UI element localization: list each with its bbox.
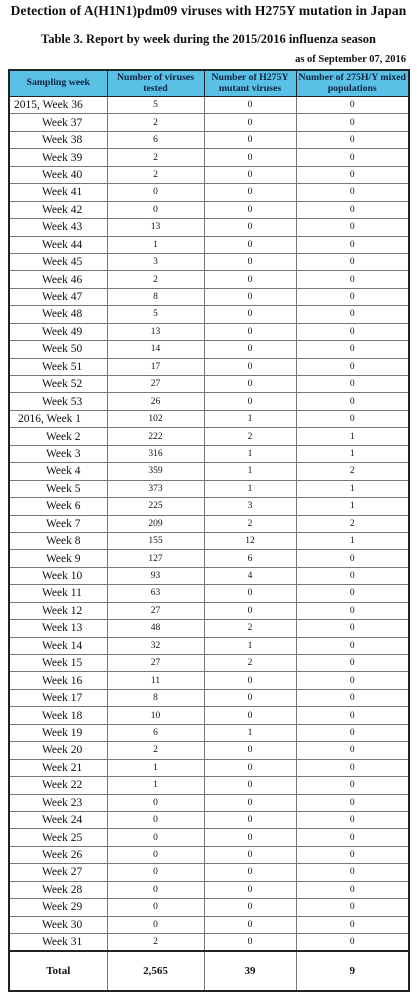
mixed-cell: 0: [296, 358, 409, 375]
mixed-cell: 0: [296, 899, 409, 916]
weekly-report-table: [8, 69, 410, 992]
total-tested: 2,565: [107, 951, 204, 991]
tested-cell: 17: [107, 358, 204, 375]
tested-cell: 209: [107, 515, 204, 532]
table-row: [9, 480, 409, 497]
tested-cell: 2: [107, 149, 204, 166]
mutant-cell: 0: [204, 149, 296, 166]
mixed-cell: 0: [296, 149, 409, 166]
table-row: [9, 271, 409, 288]
mutant-cell: 0: [204, 689, 296, 706]
mutant-cell: 0: [204, 97, 296, 114]
mixed-cell: 0: [296, 724, 409, 741]
table-row: [9, 550, 409, 567]
week-cell: Week 4: [9, 463, 107, 480]
mutant-cell: 0: [204, 341, 296, 358]
mutant-cell: 0: [204, 934, 296, 952]
mixed-cell: 0: [296, 916, 409, 933]
table-row: [9, 881, 409, 898]
table-caption: Table 3. Report by week during the 2015/2016 influenza season: [41, 32, 376, 46]
mixed-cell: 1: [296, 532, 409, 549]
mutant-cell: 3: [204, 498, 296, 515]
mixed-cell: 0: [296, 114, 409, 131]
tested-cell: 1: [107, 236, 204, 253]
mutant-cell: 0: [204, 846, 296, 863]
mixed-cell: 0: [296, 166, 409, 183]
mixed-cell: 0: [296, 794, 409, 811]
tested-cell: 1: [107, 777, 204, 794]
mutant-cell: 1: [204, 445, 296, 462]
mutant-cell: 0: [204, 201, 296, 218]
week-cell: Week 44: [9, 236, 107, 253]
mixed-cell: 0: [296, 655, 409, 672]
mutant-cell: 0: [204, 759, 296, 776]
mutant-cell: 0: [204, 376, 296, 393]
table-row: [9, 916, 409, 933]
table-row: [9, 114, 409, 131]
table-row: [9, 236, 409, 253]
table-row: [9, 201, 409, 218]
tested-cell: 127: [107, 550, 204, 567]
week-cell: Week 13: [9, 620, 107, 637]
tested-cell: 8: [107, 288, 204, 305]
tested-cell: 63: [107, 585, 204, 602]
table-row: [9, 288, 409, 305]
mixed-cell: 2: [296, 515, 409, 532]
mixed-cell: 2: [296, 463, 409, 480]
mixed-cell: 0: [296, 567, 409, 584]
week-cell: Week 18: [9, 707, 107, 724]
mixed-cell: 0: [296, 934, 409, 952]
tested-cell: 3: [107, 253, 204, 270]
week-cell: Week 25: [9, 829, 107, 846]
week-cell: Week 7: [9, 515, 107, 532]
tested-cell: 102: [107, 410, 204, 427]
mixed-cell: 1: [296, 445, 409, 462]
tested-cell: 27: [107, 376, 204, 393]
mutant-cell: 0: [204, 707, 296, 724]
mixed-cell: 0: [296, 742, 409, 759]
mutant-cell: 0: [204, 794, 296, 811]
week-cell: Week 2: [9, 428, 107, 445]
table-row: [9, 341, 409, 358]
mutant-cell: 1: [204, 410, 296, 427]
table-header-row: [9, 70, 409, 97]
mutant-cell: 0: [204, 777, 296, 794]
mutant-cell: 0: [204, 811, 296, 828]
mutant-cell: 0: [204, 393, 296, 410]
tested-cell: 0: [107, 864, 204, 881]
week-cell: Week 19: [9, 724, 107, 741]
mixed-cell: 0: [296, 777, 409, 794]
tested-cell: 0: [107, 899, 204, 916]
as-of-date: as of September 07, 2016: [295, 54, 406, 65]
table-row: [9, 672, 409, 689]
col-header-sampling-week: Sampling week: [9, 70, 107, 97]
mutant-cell: 0: [204, 585, 296, 602]
week-cell: Week 11: [9, 585, 107, 602]
table-row: [9, 620, 409, 637]
tested-cell: 11: [107, 672, 204, 689]
week-cell: Week 21: [9, 759, 107, 776]
table-row: [9, 498, 409, 515]
table-row: [9, 794, 409, 811]
week-cell: Week 47: [9, 288, 107, 305]
col-header-viruses-tested: Number of viruses tested: [107, 70, 204, 97]
tested-cell: 316: [107, 445, 204, 462]
mutant-cell: 4: [204, 567, 296, 584]
table-row: [9, 410, 409, 427]
tested-cell: 0: [107, 916, 204, 933]
tested-cell: 225: [107, 498, 204, 515]
mutant-cell: 0: [204, 323, 296, 340]
col-header-h275y-mutant: Number of H275Y mutant viruses: [204, 70, 296, 97]
mutant-cell: 0: [204, 899, 296, 916]
mutant-cell: 1: [204, 463, 296, 480]
week-cell: Week 42: [9, 201, 107, 218]
mutant-cell: 0: [204, 881, 296, 898]
week-cell: 2015, Week 36: [9, 97, 107, 114]
week-cell: Week 20: [9, 742, 107, 759]
table-row: [9, 567, 409, 584]
mutant-cell: 0: [204, 271, 296, 288]
mixed-cell: 0: [296, 376, 409, 393]
mutant-cell: 0: [204, 236, 296, 253]
table-row: [9, 689, 409, 706]
tested-cell: 155: [107, 532, 204, 549]
col-header-mixed-populations: Number of 275H/Y mixed populations: [296, 70, 409, 97]
tested-cell: 48: [107, 620, 204, 637]
mixed-cell: 1: [296, 480, 409, 497]
table-row: [9, 445, 409, 462]
tested-cell: 27: [107, 655, 204, 672]
total-mutant: 39: [204, 951, 296, 991]
mutant-cell: 1: [204, 480, 296, 497]
mixed-cell: 0: [296, 881, 409, 898]
week-cell: Week 46: [9, 271, 107, 288]
mutant-cell: 12: [204, 532, 296, 549]
mutant-cell: 0: [204, 184, 296, 201]
mutant-cell: 0: [204, 253, 296, 270]
week-cell: Week 23: [9, 794, 107, 811]
tested-cell: 13: [107, 323, 204, 340]
week-cell: Week 16: [9, 672, 107, 689]
week-cell: Week 15: [9, 655, 107, 672]
table-row: [9, 829, 409, 846]
mutant-cell: 0: [204, 742, 296, 759]
table-row: [9, 655, 409, 672]
week-cell: Week 22: [9, 777, 107, 794]
mutant-cell: 6: [204, 550, 296, 567]
week-cell: Week 45: [9, 253, 107, 270]
week-cell: Week 8: [9, 532, 107, 549]
table-row: [9, 219, 409, 236]
tested-cell: 0: [107, 829, 204, 846]
mixed-cell: 0: [296, 184, 409, 201]
mixed-cell: 0: [296, 759, 409, 776]
week-cell: Week 12: [9, 602, 107, 619]
mixed-cell: 0: [296, 550, 409, 567]
mixed-cell: 0: [296, 393, 409, 410]
mutant-cell: 1: [204, 637, 296, 654]
table-row: [9, 515, 409, 532]
tested-cell: 373: [107, 480, 204, 497]
mixed-cell: 0: [296, 864, 409, 881]
mixed-cell: 0: [296, 620, 409, 637]
table-row: [9, 742, 409, 759]
mixed-cell: 0: [296, 271, 409, 288]
table-row: [9, 393, 409, 410]
mixed-cell: 0: [296, 707, 409, 724]
mixed-cell: 0: [296, 829, 409, 846]
week-cell: Week 48: [9, 306, 107, 323]
tested-cell: 2: [107, 271, 204, 288]
tested-cell: 5: [107, 306, 204, 323]
mixed-cell: 0: [296, 689, 409, 706]
week-cell: Week 9: [9, 550, 107, 567]
total-row: [9, 951, 409, 991]
week-cell: Week 10: [9, 567, 107, 584]
week-cell: Week 26: [9, 846, 107, 863]
mixed-cell: 0: [296, 288, 409, 305]
table-row: [9, 97, 409, 114]
table-row: [9, 811, 409, 828]
table-row: [9, 253, 409, 270]
tested-cell: 2: [107, 934, 204, 952]
tested-cell: 2: [107, 742, 204, 759]
mixed-cell: 0: [296, 341, 409, 358]
tested-cell: 32: [107, 637, 204, 654]
mutant-cell: 0: [204, 219, 296, 236]
tested-cell: 0: [107, 846, 204, 863]
tested-cell: 0: [107, 794, 204, 811]
total-mixed: 9: [296, 951, 409, 991]
mixed-cell: 0: [296, 637, 409, 654]
mixed-cell: 0: [296, 306, 409, 323]
page-title: Detection of A(H1N1)pdm09 viruses with H275Y mutation in Japan: [10, 3, 407, 18]
table-row: [9, 864, 409, 881]
mixed-cell: 1: [296, 428, 409, 445]
week-cell: Week 50: [9, 341, 107, 358]
table-row: [9, 428, 409, 445]
table-row: [9, 532, 409, 549]
mutant-cell: 0: [204, 864, 296, 881]
tested-cell: 359: [107, 463, 204, 480]
table-row: [9, 759, 409, 776]
week-cell: Week 37: [9, 114, 107, 131]
mutant-cell: 0: [204, 358, 296, 375]
tested-cell: 6: [107, 131, 204, 148]
mixed-cell: 0: [296, 585, 409, 602]
tested-cell: 5: [107, 97, 204, 114]
week-cell: Week 14: [9, 637, 107, 654]
week-cell: Week 5: [9, 480, 107, 497]
table-body: [9, 97, 409, 952]
table-row: [9, 934, 409, 952]
mutant-cell: 0: [204, 306, 296, 323]
week-cell: Week 29: [9, 899, 107, 916]
table-row: [9, 777, 409, 794]
week-cell: Week 28: [9, 881, 107, 898]
week-cell: Week 27: [9, 864, 107, 881]
table-row: [9, 899, 409, 916]
mutant-cell: 1: [204, 724, 296, 741]
table-row: [9, 306, 409, 323]
table-row: [9, 184, 409, 201]
table-row: [9, 585, 409, 602]
table-row: [9, 358, 409, 375]
table-row: [9, 376, 409, 393]
mutant-cell: 2: [204, 620, 296, 637]
week-cell: 2016, Week 1: [9, 410, 107, 427]
mixed-cell: 1: [296, 498, 409, 515]
week-cell: Week 41: [9, 184, 107, 201]
week-cell: Week 38: [9, 131, 107, 148]
mutant-cell: 0: [204, 829, 296, 846]
tested-cell: 8: [107, 689, 204, 706]
tested-cell: 10: [107, 707, 204, 724]
week-cell: Week 51: [9, 358, 107, 375]
tested-cell: 0: [107, 184, 204, 201]
mutant-cell: 0: [204, 288, 296, 305]
mixed-cell: 0: [296, 410, 409, 427]
table-row: [9, 463, 409, 480]
mutant-cell: 0: [204, 131, 296, 148]
mixed-cell: 0: [296, 846, 409, 863]
mixed-cell: 0: [296, 201, 409, 218]
mutant-cell: 0: [204, 916, 296, 933]
mutant-cell: 2: [204, 515, 296, 532]
week-cell: Week 24: [9, 811, 107, 828]
week-cell: Week 39: [9, 149, 107, 166]
mixed-cell: 0: [296, 253, 409, 270]
tested-cell: 26: [107, 393, 204, 410]
week-cell: Week 49: [9, 323, 107, 340]
mutant-cell: 0: [204, 166, 296, 183]
week-cell: Week 30: [9, 916, 107, 933]
week-cell: Week 40: [9, 166, 107, 183]
table-row: [9, 846, 409, 863]
mixed-cell: 0: [296, 219, 409, 236]
table-row: [9, 602, 409, 619]
mutant-cell: 0: [204, 602, 296, 619]
table-row: [9, 707, 409, 724]
table-row: [9, 149, 409, 166]
mutant-cell: 2: [204, 428, 296, 445]
tested-cell: 13: [107, 219, 204, 236]
week-cell: Week 31: [9, 934, 107, 952]
tested-cell: 222: [107, 428, 204, 445]
mixed-cell: 0: [296, 236, 409, 253]
mixed-cell: 0: [296, 131, 409, 148]
mixed-cell: 0: [296, 811, 409, 828]
total-label: Total: [9, 951, 107, 991]
tested-cell: 14: [107, 341, 204, 358]
tested-cell: 6: [107, 724, 204, 741]
mutant-cell: 0: [204, 672, 296, 689]
tested-cell: 2: [107, 166, 204, 183]
table-row: [9, 323, 409, 340]
tested-cell: 0: [107, 811, 204, 828]
week-cell: Week 52: [9, 376, 107, 393]
tested-cell: 1: [107, 759, 204, 776]
tested-cell: 2: [107, 114, 204, 131]
tested-cell: 0: [107, 201, 204, 218]
mixed-cell: 0: [296, 602, 409, 619]
mixed-cell: 0: [296, 672, 409, 689]
week-cell: Week 6: [9, 498, 107, 515]
table-row: [9, 131, 409, 148]
tested-cell: 93: [107, 567, 204, 584]
week-cell: Week 43: [9, 219, 107, 236]
table-row: [9, 166, 409, 183]
tested-cell: 0: [107, 881, 204, 898]
mutant-cell: 0: [204, 114, 296, 131]
tested-cell: 27: [107, 602, 204, 619]
table-row: [9, 724, 409, 741]
mixed-cell: 0: [296, 97, 409, 114]
week-cell: Week 17: [9, 689, 107, 706]
week-cell: Week 53: [9, 393, 107, 410]
table-row: [9, 637, 409, 654]
mutant-cell: 2: [204, 655, 296, 672]
week-cell: Week 3: [9, 445, 107, 462]
mixed-cell: 0: [296, 323, 409, 340]
